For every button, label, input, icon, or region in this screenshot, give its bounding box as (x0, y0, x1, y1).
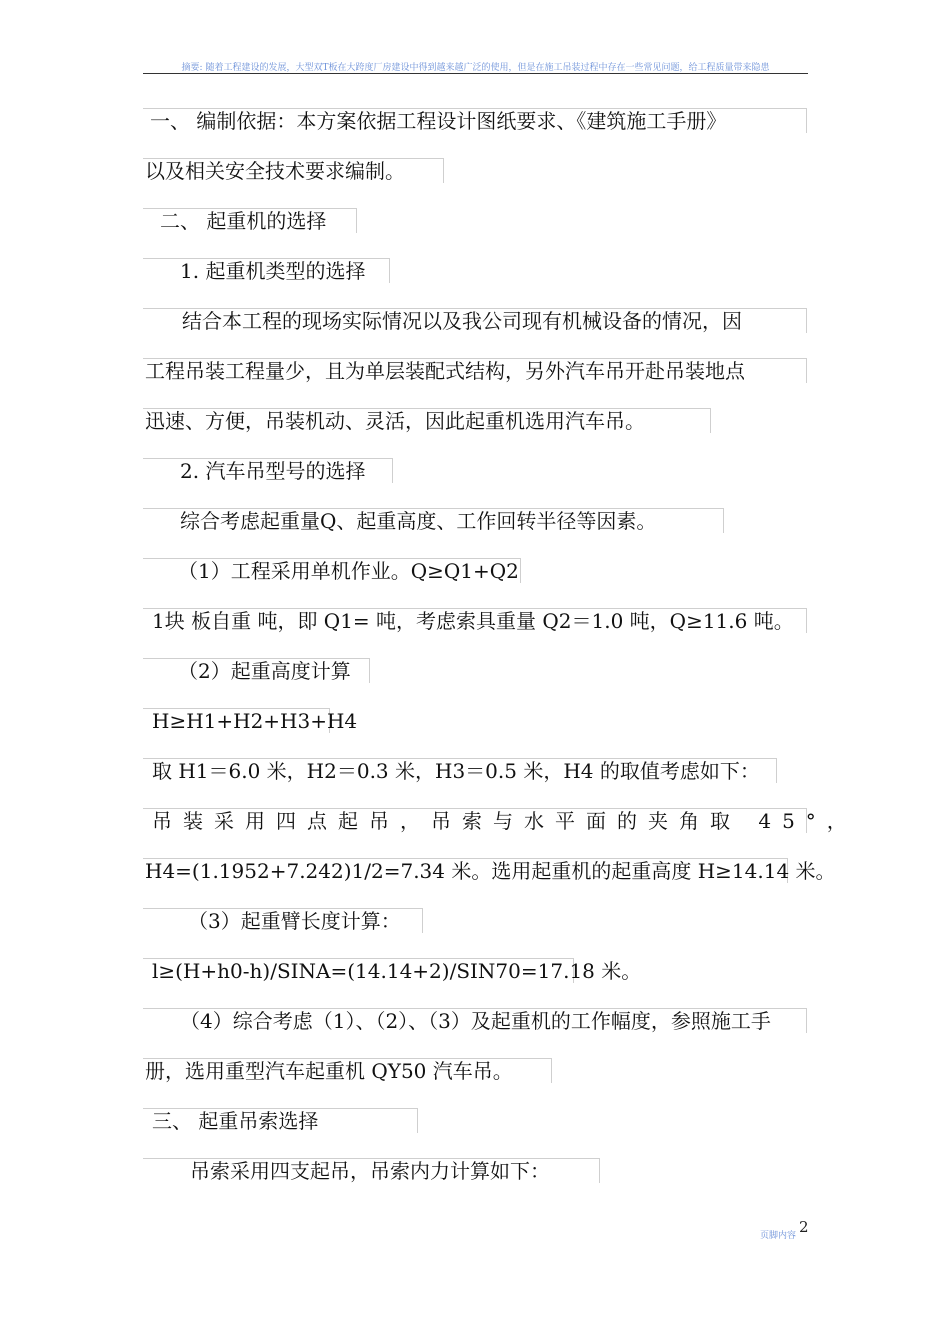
formula-line: H≥H1+H2+H3+H4 (152, 709, 358, 733)
formula-line: 1块 板自重 吨，即 Q1= 吨，考虑索具重量 Q2＝1.0 吨，Q≥11.6 吨。 (152, 609, 794, 633)
paragraph-line: 吊索采用四支起吊，吊索内力计算如下： (190, 1159, 550, 1183)
formula-line: 取 H1＝6.0 米，H2＝0.3 米，H3＝0.5 米，H4 的取值考虑如下： (152, 759, 760, 783)
header-divider (143, 73, 808, 74)
paragraph-line: 册，选用重型汽车起重机 QY50 汽车吊。 (145, 1059, 513, 1083)
paragraph-line: 工程吊装工程量少，且为单层装配式结构，另外汽车吊开赴吊装地点 (145, 359, 745, 383)
calc-item-2: （2）起重高度计算 (178, 659, 351, 683)
calc-item-4: （4）综合考虑（1）、（2）、（3）及起重机的工作幅度，参照施工手 (180, 1009, 771, 1033)
subheading-crane-model: 2. 汽车吊型号的选择 (180, 459, 366, 483)
subheading-crane-type: 1. 起重机类型的选择 (180, 259, 366, 283)
formula-line: l≥(H+h0-h)/SINA=(14.14+2)/SIN70=17.18 米。 (152, 959, 642, 983)
calc-item-1: （1）工程采用单机作业。Q≥Q1+Q2 (178, 559, 519, 583)
paragraph-line: 吊装采用四点起吊，吊索与水平面的夹角取 45°， (152, 809, 858, 833)
paragraph-line: 以及相关安全技术要求编制。 (145, 159, 405, 183)
page-number: 2 (799, 1218, 809, 1236)
formula-line: H4=(1.1952+7.242)1/2=7.34 米。选用起重机的起重高度 H≥14.14 米。 (145, 859, 836, 883)
section-heading-basis: 一、 编制依据：本方案依据工程设计图纸要求、《建筑施工手册》 (150, 109, 727, 133)
page-header-text: 摘要: 随着工程建设的发展，大型双T板在大跨度厂房建设中得到越来越广泛的使用，但是在施工吊装过程中存在一些常见问题，给工程质量带来隐患 (181, 63, 770, 73)
section-heading-crane: 二、 起重机的选择 (160, 209, 327, 233)
paragraph-line: 结合本工程的现场实际情况以及我公司现有机械设备的情况，因 (182, 309, 742, 333)
section-heading-sling: 三、 起重吊索选择 (152, 1109, 319, 1133)
paragraph-line: 综合考虑起重量Q、起重高度、工作回转半径等因素。 (180, 509, 657, 533)
calc-item-3: （3）起重臂长度计算： (188, 909, 401, 933)
footer-note: 页脚内容 (760, 1231, 797, 1241)
paragraph-line: 迅速、方便，吊装机动、灵活，因此起重机选用汽车吊。 (145, 409, 645, 433)
